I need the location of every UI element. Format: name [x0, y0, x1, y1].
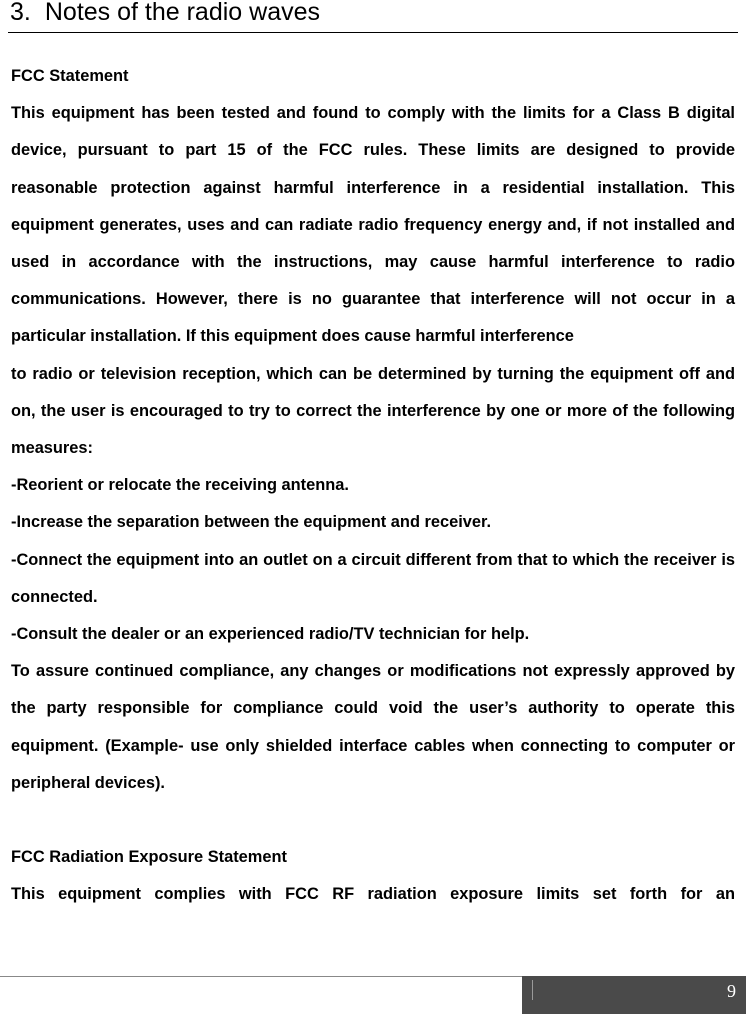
- section-title: Notes of the radio waves: [44, 0, 321, 26]
- section-heading: [10, 0, 730, 28]
- page-number: 9: [727, 981, 736, 1001]
- fcc-statement-paragraph-2: to radio or television reception, which can be determined by turning the equipment off and on, the user is encouraged to try to correct the interference by one or more of the following measures:: [11, 364, 735, 458]
- measure-item-consult-dealer: -Consult the dealer or an experienced radio/TV technician for help.: [11, 625, 530, 644]
- radiation-statement-heading: FCC Radiation Exposure Statement: [11, 848, 287, 867]
- measure-item-connect-outlet: -Connect the equipment into an outlet on a circuit different from that to which the receiver is connected.: [11, 550, 735, 606]
- section-number: 3.: [10, 0, 31, 26]
- fcc-statement-paragraph-1: This equipment has been tested and found to comply with the limits for a Class B digital device, pursuant to part 15 of the FCC rules. These limits are designed to provide reasonable protection against harmful interference in a residential installation. This equipment generates, uses and can radiate radio frequency energy and, if not installed and used in accordance with the instructions, may cause harmful interference to radio communications. However, there is no guarantee that interference will not occur in a particular installation. If this equipment does cause harmful interference: [11, 104, 735, 346]
- fcc-statement-paragraph-3: To assure continued compliance, any changes or modifications not expressly approved by the party responsible for compliance could void the user’s authority to operate this equipment. (Example- use only shielded interface cables when connecting to computer or peripheral devices).: [11, 662, 735, 792]
- footer-page-block: [522, 976, 746, 1014]
- page-body: [11, 58, 735, 914]
- heading-divider: [8, 32, 738, 33]
- measure-item-increase-separation: -Increase the separation between the equipment and receiver.: [11, 513, 492, 532]
- radiation-statement-paragraph-1: This equipment complies with FCC RF radiation exposure limits set forth for an: [11, 885, 735, 904]
- measure-item-reorient: -Reorient or relocate the receiving antenna.: [11, 476, 349, 495]
- footer-divider: [0, 976, 522, 977]
- fcc-statement-heading: FCC Statement: [11, 67, 129, 85]
- section-spacer: [11, 802, 735, 839]
- footer-tick-mark: [532, 980, 533, 1000]
